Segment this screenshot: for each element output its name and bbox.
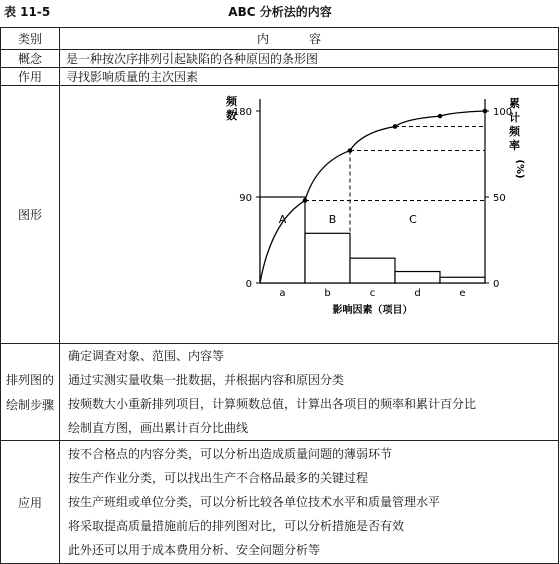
cumulative-point: [483, 109, 488, 114]
steps-label: [1, 344, 60, 441]
x-axis-label: 影响因素（项目）: [332, 305, 413, 316]
application-item: 按不合格点的内容分类，可以分析出造成质量问题的薄弱环节: [68, 447, 393, 461]
cumulative-point: [438, 114, 443, 119]
x-tick-label: a: [279, 288, 286, 299]
table-caption: [0, 0, 560, 26]
right-tick-label: 50: [493, 193, 506, 204]
step-item: 确定调查对象、范围、内容等: [68, 349, 225, 363]
row-steps: [1, 344, 559, 441]
right-axis-label-char: 率: [509, 139, 520, 152]
pareto-chart: [60, 86, 560, 340]
right-tick-label: 0: [493, 279, 500, 290]
concept-text: 是一种按次序排列引起缺陷的各种原因的条形图: [60, 50, 559, 68]
left-tick-label: 180: [232, 107, 252, 118]
left-tick-label: 90: [239, 193, 252, 204]
right-axis-label-char: (%): [514, 159, 525, 179]
zone-label: A: [278, 213, 287, 226]
x-tick-label: c: [369, 288, 376, 299]
bar: [350, 258, 395, 283]
right-tick-label: 100: [493, 107, 513, 118]
right-axis-label-char: 频: [509, 125, 520, 138]
header-category: 类别: [1, 28, 60, 50]
zone-label: B: [328, 213, 337, 226]
application-item: 按生产班组或单位分类，可以分析比较各单位技术水平和质量管理水平: [68, 495, 441, 509]
application-item: 此外还可以用于成本费用分析、安全问题分析等: [68, 543, 321, 557]
x-tick-label: e: [459, 288, 466, 299]
figure-label: 图形: [1, 86, 60, 344]
right-axis-label-char: 计: [509, 111, 520, 124]
right-axis-label-char: 累: [509, 97, 520, 110]
left-axis-label-char: 数: [226, 109, 237, 122]
table-number: 表 11-5: [4, 5, 51, 19]
purpose-text: 寻找影响质量的主次因素: [60, 68, 559, 86]
row-concept: [1, 50, 559, 68]
step-item: 通过实测实量收集一批数据，并根据内容和原因分类: [68, 373, 345, 387]
bar: [305, 233, 350, 283]
row-purpose: [1, 68, 559, 86]
application-item: 按生产作业分类，可以找出生产不合格品最多的关键过程: [68, 471, 369, 485]
application-label: 应用: [1, 441, 60, 564]
abc-analysis-table: [0, 27, 559, 564]
row-figure: [1, 86, 559, 344]
table-title: ABC 分析法的内容: [228, 5, 332, 19]
bar: [440, 277, 485, 283]
application-item: 将采取提高质量措施前后的排列图对比，可以分析措施是否有效: [68, 519, 405, 533]
step-item: 按频数大小重新排列项目，计算频数总值，计算出各项目的频率和累计百分比: [68, 397, 477, 411]
left-axis-label-char: 频: [226, 95, 237, 108]
bar: [395, 272, 440, 283]
zone-label: C: [409, 213, 417, 226]
header-content: 内容: [60, 28, 559, 50]
steps-label-line2: 绘制步骤: [5, 398, 54, 412]
steps-list: [60, 344, 559, 441]
concept-label: 概念: [1, 50, 60, 68]
step-item: 绘制直方图，画出累计百分比曲线: [68, 421, 249, 435]
figure-cell: [60, 86, 559, 344]
header-row: [1, 28, 559, 50]
steps-label-line1: 排列图的: [5, 373, 54, 387]
row-application: [1, 441, 559, 564]
bar: [260, 197, 305, 283]
purpose-label: 作用: [1, 68, 60, 86]
left-tick-label: 0: [245, 279, 252, 290]
x-tick-label: d: [414, 288, 421, 299]
x-tick-label: b: [324, 288, 331, 299]
application-list: [60, 441, 559, 564]
